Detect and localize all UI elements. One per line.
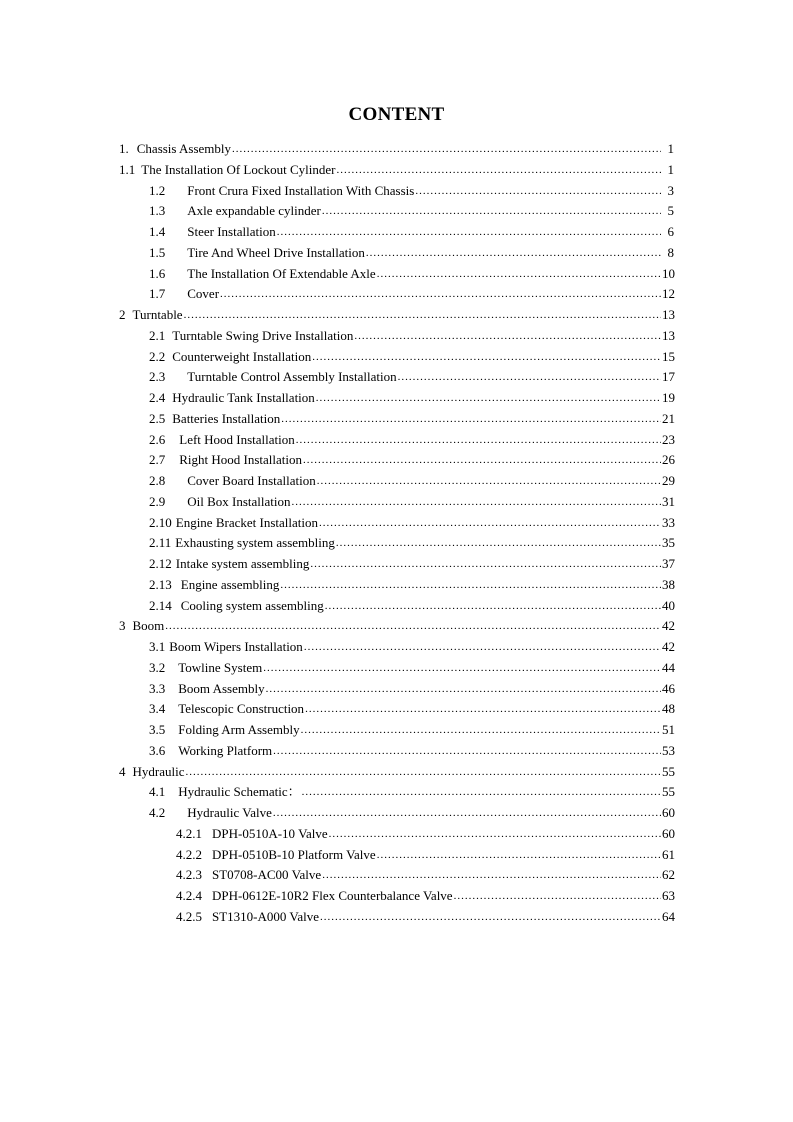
toc-entry-page: 26 [662, 452, 675, 468]
toc-entry-number: 2.12 [149, 556, 172, 571]
toc-dot-leader [336, 532, 661, 554]
toc-dot-leader [377, 844, 661, 866]
toc-entry-title: Engine Bracket Installation [175, 514, 318, 530]
toc-entry-number: 1. [119, 141, 129, 156]
toc-entry-title: Folding Arm Assembly [178, 722, 300, 737]
toc-entry[interactable] [119, 596, 674, 617]
toc-entry[interactable] [119, 347, 674, 368]
toc-dot-leader [277, 221, 661, 243]
toc-entry-title: Hydraulic Tank Installation [172, 390, 315, 405]
toc-entry-page: 23 [662, 431, 675, 447]
toc-entry-number: 2.2 [149, 348, 166, 364]
toc-entry-number: 2.4 [149, 390, 166, 405]
toc-entry-title: Oil Box Installation [187, 493, 291, 509]
toc-entry[interactable] [119, 741, 674, 762]
toc-dot-leader [296, 429, 661, 451]
toc-entry-number: 1.1 [119, 161, 136, 177]
toc-entry-number: 4.2.4 [176, 888, 202, 903]
toc-entry[interactable] [119, 803, 674, 824]
toc-entry[interactable] [119, 243, 674, 264]
toc-entry-title: Turntable [132, 307, 183, 322]
toc-entry-number: 4 [119, 763, 126, 779]
toc-entry-title: The Installation Of Extendable Axle [187, 265, 376, 281]
toc-dot-leader [366, 242, 661, 264]
toc-entry-title: Boom Assembly [178, 680, 265, 696]
toc-dot-leader [280, 574, 661, 596]
toc-entry-number: 3.5 [149, 722, 166, 737]
toc-entry-number: 2.11 [149, 535, 172, 551]
toc-entry-title: Engine assembling [180, 576, 280, 592]
toc-entry-number: 2.6 [149, 431, 166, 447]
toc-dot-leader [312, 346, 661, 368]
toc-entry-title: Boom [132, 618, 165, 634]
toc-entry-title: Chassis Assembly [136, 141, 232, 156]
toc-entry-page: 42 [662, 639, 675, 654]
toc-entry-number: 3.3 [149, 680, 166, 696]
toc-entry-number: 2.3 [149, 369, 166, 385]
toc-entry-page: 6 [667, 224, 674, 239]
toc-entry-page: 40 [662, 597, 675, 613]
toc-entry[interactable] [119, 201, 674, 222]
toc-entry-page: 48 [662, 701, 675, 717]
toc-entry-page: 63 [662, 888, 675, 903]
toc-entry[interactable] [119, 264, 674, 285]
toc-entry[interactable] [119, 865, 674, 886]
toc-entry-title: ST0708-AC00 Valve [212, 867, 322, 883]
toc-entry[interactable] [119, 160, 674, 181]
toc-entry[interactable] [119, 367, 674, 388]
toc-entry-number: 2.13 [149, 576, 172, 592]
toc-entry-title: Left Hood Installation [179, 431, 295, 447]
toc-entry-page: 51 [662, 722, 675, 737]
toc-entry[interactable] [119, 492, 674, 513]
toc-entry-number: 4.2.2 [176, 846, 202, 862]
toc-entry-page: 37 [662, 556, 675, 571]
toc-entry-title: Working Platform [178, 742, 273, 758]
toc-entry[interactable] [119, 513, 674, 534]
toc-entry-title: Counterweight Installation [172, 348, 312, 364]
toc-entry-number: 2.1 [149, 327, 166, 343]
page-title: CONTENT [348, 104, 445, 125]
toc-entry[interactable] [119, 845, 674, 866]
toc-dot-leader [322, 200, 661, 222]
toc-entry-page: 13 [662, 307, 675, 322]
toc-entry-title: Exhausting system assembling [175, 535, 335, 551]
toc-entry-title: Turntable Swing Drive Installation [172, 327, 354, 343]
toc-entry-title: Turntable Control Assembly Installation [187, 369, 397, 385]
toc-entry-page: 1 [667, 161, 674, 177]
toc-dot-leader [317, 470, 661, 492]
toc-dot-leader [454, 885, 661, 907]
toc-dot-leader [322, 864, 661, 886]
toc-entry[interactable] [119, 450, 674, 471]
toc-entry-number: 2.5 [149, 410, 166, 426]
toc-entry-title: Telescopic Construction [178, 701, 305, 717]
toc-entry-page: 1 [667, 141, 674, 156]
toc-entry-title: Cover [187, 286, 220, 302]
toc-entry-page: 13 [662, 327, 675, 343]
toc-dot-leader [415, 180, 661, 202]
toc-entry[interactable] [119, 679, 674, 700]
toc-dot-leader [263, 657, 661, 679]
toc-entry-number: 1.5 [149, 244, 166, 260]
toc-entry-page: 12 [662, 286, 675, 302]
toc-entry[interactable] [119, 222, 674, 243]
toc-dot-leader [320, 906, 661, 928]
toc-entry-number: 2.7 [149, 452, 166, 468]
toc-entry-number: 4.2.1 [176, 825, 202, 841]
toc-entry[interactable] [119, 699, 674, 720]
toc-entry-page: 44 [662, 659, 675, 675]
toc-dot-leader [266, 678, 661, 700]
toc-entry[interactable] [119, 139, 674, 160]
toc-entry-title: Right Hood Installation [179, 452, 303, 468]
toc-entry[interactable] [119, 824, 674, 845]
toc-entry-page: 61 [662, 846, 675, 862]
toc-entry-number: 3 [119, 618, 126, 634]
toc-dot-leader [292, 491, 661, 513]
toc-entry-page: 55 [662, 763, 675, 779]
toc-entry-number: 2.14 [149, 597, 172, 613]
toc-dot-leader [305, 698, 661, 720]
toc-entry-title: DPH-0510A-10 Valve [212, 825, 328, 841]
toc-entry-title: DPH-0510B-10 Platform Valve [212, 846, 376, 862]
toc-entry[interactable] [119, 326, 674, 347]
toc-dot-leader [303, 449, 661, 471]
toc-entry-page: 64 [662, 908, 675, 924]
toc-entry-page: 8 [667, 244, 674, 260]
toc-entry-number: 3.1 [149, 639, 166, 654]
toc-entry-number: 2.10 [149, 514, 172, 530]
toc-dot-leader [336, 159, 661, 181]
toc-entry-title: Tire And Wheel Drive Installation [187, 244, 365, 260]
toc-entry[interactable] [119, 388, 674, 409]
toc-entry-title: Cooling system assembling [180, 597, 324, 613]
toc-dot-leader [310, 553, 661, 575]
toc-entry[interactable] [119, 533, 674, 554]
toc-entry[interactable] [119, 181, 674, 202]
toc-entry-page: 5 [667, 203, 674, 219]
toc-entry[interactable] [119, 305, 674, 326]
toc-entry-page: 3 [667, 182, 674, 198]
toc-entry-title: Towline System [178, 659, 263, 675]
toc-entry-title: Axle expandable cylinder [187, 203, 321, 219]
toc-entry-page: 17 [662, 369, 675, 385]
toc-dot-leader [281, 408, 661, 430]
toc-entry-number: 2.9 [149, 493, 166, 509]
toc-entry-title: The Installation Of Lockout Cylinder [141, 161, 336, 177]
toc-entry-page: 53 [662, 742, 675, 758]
toc-entry-title: Batteries Installation [172, 410, 281, 426]
toc-entry-title: Steer Installation [187, 224, 276, 239]
toc-entry-page: 60 [662, 825, 675, 841]
toc-dot-leader [329, 823, 661, 845]
toc-entry-page: 55 [662, 784, 675, 800]
toc-entry-number: 3.6 [149, 742, 166, 758]
toc-entry-number: 1.6 [149, 265, 166, 281]
toc-entry[interactable] [119, 782, 674, 803]
toc-entry[interactable] [119, 658, 674, 679]
toc-entry[interactable] [119, 430, 674, 451]
toc-entry[interactable] [119, 575, 674, 596]
toc-entry[interactable] [119, 616, 674, 637]
toc-entry-page: 62 [662, 867, 675, 883]
toc-dot-leader [184, 304, 661, 326]
toc-entry-number: 2 [119, 307, 126, 322]
toc-entry[interactable] [119, 907, 674, 928]
toc-dot-leader [316, 387, 661, 409]
toc-entry-number: 3.4 [149, 701, 166, 717]
toc-entry-page: 42 [662, 618, 675, 634]
toc-entry-page: 15 [662, 348, 675, 364]
toc-entry-page: 10 [662, 265, 675, 281]
toc-entry-title: Boom Wipers Installation [169, 639, 303, 654]
toc-dot-leader [220, 283, 661, 305]
toc-entry-number: 4.2.3 [176, 867, 202, 883]
toc-entry-title: Hydraulic [132, 763, 185, 779]
toc-dot-leader [185, 761, 661, 783]
toc-entry[interactable] [119, 637, 674, 658]
toc-entry-number: 4.2.5 [176, 908, 202, 924]
toc-entry-title: DPH-0612E-10R2 Flex Counterbalance Valve [212, 888, 453, 903]
toc-entry-title: Front Crura Fixed Installation With Chassis [187, 182, 415, 198]
toc-entry-title: Cover Board Installation [187, 473, 316, 488]
toc-entry[interactable] [119, 720, 674, 741]
toc-entry-page: 19 [662, 390, 675, 405]
toc-entry-number: 2.8 [149, 473, 166, 488]
toc-dot-leader [304, 636, 661, 658]
toc-dot-leader [354, 325, 661, 347]
toc-dot-leader [302, 781, 661, 803]
toc-entry-page: 33 [662, 514, 675, 530]
toc-entry-number: 1.3 [149, 203, 166, 219]
toc-dot-leader [273, 802, 661, 824]
toc-dot-leader [398, 366, 661, 388]
toc-entry-number: 1.4 [149, 224, 166, 239]
toc-entry-number: 3.2 [149, 659, 166, 675]
toc-entry-number: 1.2 [149, 182, 166, 198]
toc-entry-page: 21 [662, 410, 675, 426]
toc-dot-leader [319, 512, 661, 534]
toc-entry[interactable] [119, 886, 674, 907]
toc-entry[interactable] [119, 471, 674, 492]
toc-entry-title: ST1310-A000 Valve [212, 908, 320, 924]
toc-dot-leader [377, 263, 661, 285]
table-of-contents [119, 139, 674, 928]
toc-dot-leader [325, 595, 661, 617]
toc-entry-page: 35 [662, 535, 675, 551]
toc-dot-leader [165, 615, 661, 637]
toc-entry-page: 31 [662, 493, 675, 509]
toc-dot-leader [232, 138, 661, 160]
toc-entry-number: 4.2 [149, 805, 166, 820]
toc-entry-page: 60 [662, 805, 675, 820]
toc-entry-title: Intake system assembling [175, 556, 310, 571]
toc-dot-leader [301, 719, 661, 741]
toc-dot-leader [273, 740, 661, 762]
toc-entry[interactable] [119, 762, 674, 783]
toc-entry-number: 4.1 [149, 784, 166, 800]
toc-entry-number: 1.7 [149, 286, 166, 302]
toc-entry[interactable] [119, 554, 674, 575]
toc-entry-title: Hydraulic Schematic： [178, 784, 301, 800]
toc-entry-page: 46 [662, 680, 675, 696]
toc-entry-page: 29 [662, 473, 675, 488]
toc-entry-page: 38 [662, 576, 675, 592]
toc-entry-title: Hydraulic Valve [187, 805, 272, 820]
toc-entry[interactable] [119, 409, 674, 430]
toc-entry[interactable] [119, 284, 674, 305]
